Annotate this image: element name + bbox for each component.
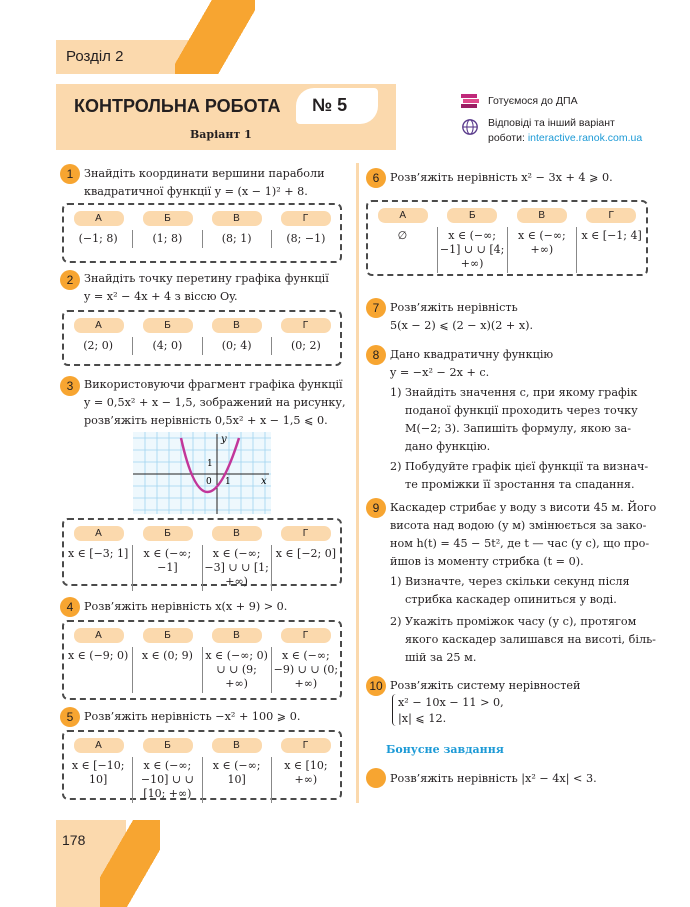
tick-1y: 1 [207, 459, 213, 469]
answer-options [366, 200, 648, 276]
page-number: 178 [62, 832, 86, 848]
option-d-value: x ∈ (−∞; −9) ∪ ∪ (0; +∞) [273, 649, 339, 690]
option-d[interactable]: Г [281, 318, 331, 333]
question-number: 10 [366, 676, 386, 696]
subquestion-9-1b: стрибка каскадер опиниться у воді. [405, 593, 617, 606]
question-number: 1 [60, 164, 80, 184]
question-8-line-1: Дано квадратичну функцію [390, 348, 554, 361]
option-c-value: x ∈ (−∞; 0) ∪ ∪ (9; +∞) [203, 647, 272, 693]
question-9-line-3: ном h(t) = 45 − 5t², де t — час (у с), що про- [390, 537, 650, 550]
answer-options [62, 730, 342, 800]
answer-options [62, 518, 342, 586]
question-number: 5 [60, 707, 80, 727]
option-c[interactable]: В [517, 208, 567, 223]
option-b-value: (1; 8) [133, 230, 202, 248]
question-5-line-1: Розв’яжіть нерівність −x² + 100 ⩾ 0. [84, 710, 301, 723]
answer-options [62, 620, 342, 700]
subquestion-8-2a: 2) Побудуйте графік цієї функції та визнач- [390, 460, 649, 473]
subquestion-9-2a: 2) Укажіть проміжок часу (у с), протягом [390, 615, 637, 628]
question-7-line-1: Розв’яжіть нерівність [390, 301, 518, 314]
option-b[interactable]: Б [447, 208, 497, 223]
option-b-value: x ∈ (0; 9) [133, 647, 202, 693]
question-9-line-2: висота над водою (у м) змінюється за зако- [390, 519, 647, 532]
section-label: Розділ 2 [66, 48, 124, 65]
option-b[interactable]: Б [143, 211, 193, 226]
option-a[interactable]: А [74, 628, 124, 643]
question-3-line-2: y = 0,5x² + x − 1,5, зображений на рисунку, [84, 396, 346, 409]
option-c[interactable]: В [212, 318, 262, 333]
subquestion-8-1a: 1) Знайдіть значення c, при якому графік [390, 386, 638, 399]
answer-options [62, 203, 342, 263]
globe-icon [460, 118, 480, 136]
option-d[interactable]: Г [281, 738, 331, 753]
tick-1x: 1 [225, 477, 231, 487]
subquestion-8-1b: поданої функції проходить через точку [405, 404, 638, 417]
option-d[interactable]: Г [281, 526, 331, 541]
option-d[interactable]: Г [281, 211, 331, 226]
option-c-value: (8; 1) [203, 230, 272, 248]
tick-0: 0 [206, 477, 212, 487]
question-number: 3 [60, 376, 80, 396]
option-b-value: x ∈ (−∞; −10] ∪ ∪ [10; +∞) [133, 757, 202, 803]
y-axis-label: y [221, 434, 227, 445]
option-b[interactable]: Б [143, 318, 193, 333]
question-2-line-1: Знайдіть точку перетину графіка функції [84, 272, 329, 285]
option-c-value: x ∈ (−∞; 10] [203, 757, 272, 803]
page-title: КОНТРОЛЬНА РОБОТА [74, 96, 281, 116]
question-10-line-1: Розв’яжіть систему нерівностей [390, 679, 581, 692]
bonus-line-1: Розв’яжіть нерівність |x² − 4x| < 3. [390, 772, 597, 785]
subquestion-8-1c: M(−2; 3). Запишіть формулу, якою за- [405, 422, 631, 435]
option-a-value: (−1; 8) [64, 230, 133, 248]
option-c-value: x ∈ (−∞; +∞) [508, 227, 578, 273]
option-a[interactable]: А [74, 526, 124, 541]
subquestion-8-1d: дано функцію. [405, 440, 491, 453]
option-d-value: (8; −1) [286, 232, 326, 245]
option-c[interactable]: В [212, 211, 262, 226]
question-3-line-3: розв’яжіть нерівність 0,5x² + x − 1,5 ⩽ 0. [84, 414, 328, 427]
subquestion-9-1a: 1) Визначте, через скільки секунд після [390, 575, 630, 588]
option-b-value: (4; 0) [133, 337, 202, 355]
question-number: 6 [366, 168, 386, 188]
decor-stripe [175, 0, 255, 74]
question-7-line-2: 5(x − 2) ⩽ (2 − x)(2 + x). [390, 319, 534, 332]
option-d-value: (0; 2) [290, 339, 321, 352]
option-a[interactable]: А [74, 211, 124, 226]
x-axis-label: x [261, 476, 267, 487]
question-1-line-2: квадратичної функції y = (x − 1)² + 8. [84, 185, 308, 198]
option-a[interactable]: А [74, 738, 124, 753]
subquestion-8-2b: те проміжки її зростання та спадання. [405, 478, 635, 491]
question-10-line-3: |x| ⩽ 12. [398, 712, 447, 725]
online-text-1: Відповіді та інший варіант [488, 117, 615, 129]
question-10-line-2: x² − 10x − 11 > 0, [398, 696, 504, 709]
option-c[interactable]: В [212, 738, 262, 753]
question-1-line-1: Знайдіть координати вершини параболи [84, 167, 325, 180]
question-9-line-4: йшов із моменту стрибка (t = 0). [390, 555, 584, 568]
question-number: 8 [366, 345, 386, 365]
option-d-value: x ∈ [−1; 4] [581, 229, 642, 242]
option-b-value: x ∈ (−∞; −1] ∪ ∪ [4; +∞) [438, 227, 508, 273]
option-c[interactable]: В [212, 628, 262, 643]
option-b-value: x ∈ (−∞; −1] [133, 545, 202, 591]
option-c-value: x ∈ (−∞; −3] ∪ ∪ [1; +∞) [203, 545, 272, 591]
subquestion-9-2c: шій за 25 м. [405, 651, 477, 664]
dpa-label: Готуємося до ДПА [488, 95, 578, 107]
option-b[interactable]: Б [143, 526, 193, 541]
option-a[interactable]: А [378, 208, 428, 223]
option-a-value: x ∈ (−9; 0) [64, 647, 133, 693]
option-c-value: (0; 4) [203, 337, 272, 355]
question-2-line-2: y = x² − 4x + 4 з віссю Oy. [84, 290, 238, 303]
online-text-2 [488, 131, 642, 146]
online-link[interactable]: interactive.ranok.com.ua [527, 132, 643, 144]
question-6-line-1: Розв’яжіть нерівність x² − 3x + 4 ⩾ 0. [390, 171, 613, 184]
question-4-line-1: Розв’яжіть нерівність x(x + 9) > 0. [84, 600, 288, 613]
question-number: 7 [366, 298, 386, 318]
question-8-line-2: y = −x² − 2x + c. [390, 366, 490, 379]
option-a-value: x ∈ [−3; 1] [64, 545, 133, 591]
footer-stripe [100, 820, 160, 907]
option-a-value: ∅ [368, 227, 438, 273]
answer-options [62, 310, 342, 366]
variant-label: Варіант 1 [190, 128, 252, 141]
question-number: 4 [60, 597, 80, 617]
option-d-value: x ∈ [−2; 0] [275, 547, 337, 560]
option-a-value: x ∈ [−10; 10] [64, 757, 133, 803]
work-number: № 5 [312, 95, 348, 115]
option-a[interactable]: А [74, 318, 124, 333]
option-d[interactable]: Г [281, 628, 331, 643]
bonus-title: Бонусне завдання [386, 743, 504, 756]
books-icon [460, 92, 480, 110]
option-b[interactable]: Б [143, 628, 193, 643]
option-c[interactable]: В [212, 526, 262, 541]
question-9-line-1: Каскадер стрибає у воду з висоти 45 м. Його [390, 501, 657, 514]
column-divider [356, 163, 359, 803]
bonus-marker [366, 768, 386, 788]
question-number: 2 [60, 270, 80, 290]
question-3-line-1: Використовуючи фрагмент графіка функції [84, 378, 343, 391]
subquestion-9-2b: якого каскадер залишався на висоті, біль- [405, 633, 656, 646]
option-a-value: (2; 0) [64, 337, 133, 355]
online-label: роботи: [488, 132, 525, 144]
option-d[interactable]: Г [586, 208, 636, 223]
question-number: 9 [366, 498, 386, 518]
option-d-value: x ∈ [10; +∞) [284, 759, 328, 786]
system-brace [392, 694, 396, 726]
option-b[interactable]: Б [143, 738, 193, 753]
parabola-graph [133, 432, 271, 514]
